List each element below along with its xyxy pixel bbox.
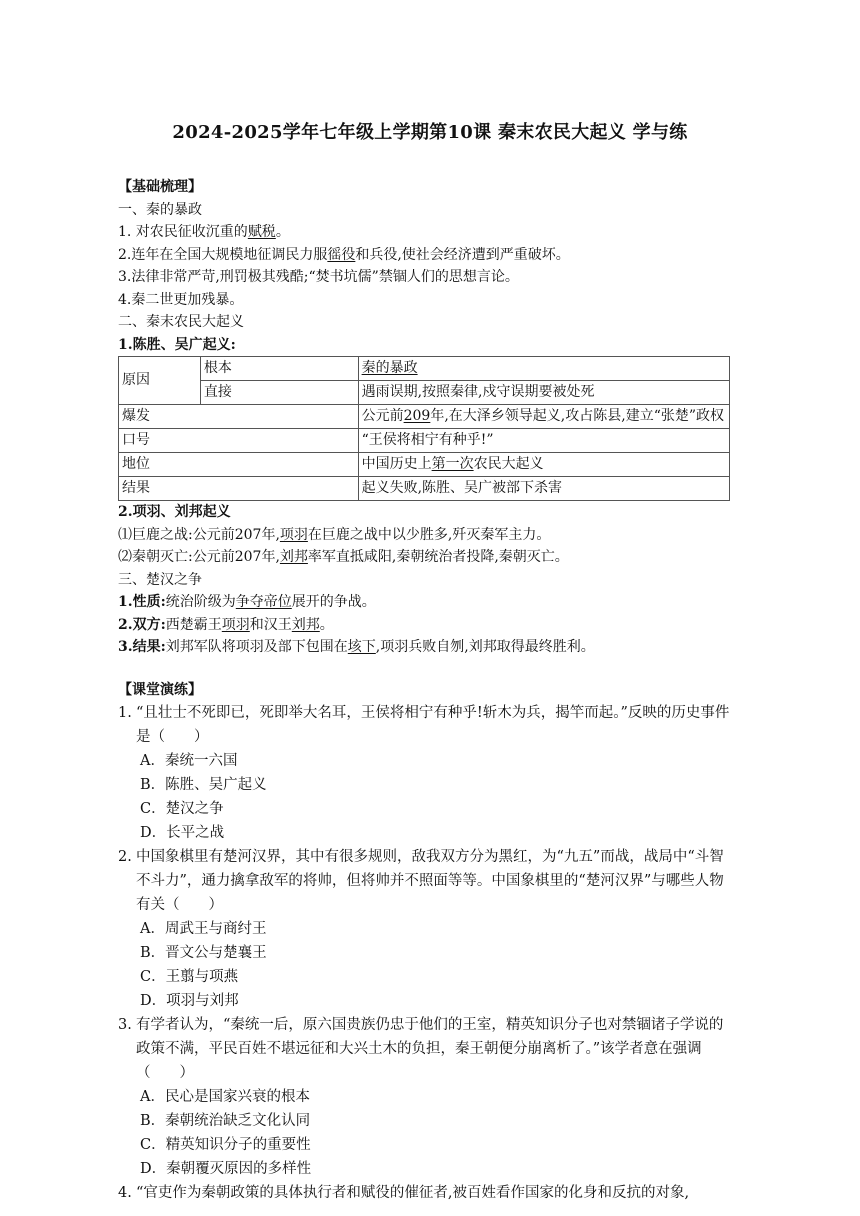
- table-row: [119, 477, 730, 501]
- option-d: D．项羽与刘邦: [140, 993, 239, 1009]
- option-c: C．楚汉之争: [140, 801, 224, 817]
- qin-fall-text: ⑵秦朝灭亡:公元前207年,刘邦率军直抵咸阳,秦朝统治者投降,秦朝灭亡。: [118, 549, 569, 565]
- option-d: D．秦朝覆灭原因的多样性: [140, 1161, 312, 1177]
- question-stem: “且壮士不死即已，死即举大名耳，王侯将相宁有种乎!斩木为兵，揭竿而起。”反映的历史事件是（ ）: [136, 705, 730, 745]
- question-4: [118, 1181, 733, 1205]
- table-row: [119, 357, 730, 381]
- julu-battle-text: ⑴巨鹿之战:公元前207年,项羽在巨鹿之战中以少胜多,歼灭秦军主力。: [118, 526, 551, 543]
- table-cell: 秦的暴政: [358, 357, 729, 381]
- heading-chu-han-contention: 三、楚汉之争: [118, 571, 202, 588]
- table-row: [119, 429, 730, 453]
- chu-han-sides: 2.双方:西楚霸王项羽和汉王刘邦。: [118, 616, 334, 633]
- table-row: [119, 381, 730, 405]
- table-cell: 口号: [119, 429, 359, 453]
- question-number: 3.: [118, 1017, 132, 1033]
- option-b: B．秦朝统治缺乏文化认同: [140, 1113, 311, 1129]
- question-number: 2.: [118, 849, 132, 865]
- option-a: A．周武王与商纣王: [140, 921, 267, 937]
- section-header-basics: 【基础梳理】: [118, 179, 202, 195]
- option-d: D．长平之战: [140, 825, 225, 841]
- question-3: [118, 1013, 733, 1181]
- option-c: C．王翦与项燕: [140, 969, 239, 985]
- table-cell: 遇雨误期,按照秦律,戍守误期要被处死: [358, 381, 729, 405]
- question-stem: “官吏作为秦朝政策的具体执行者和赋役的催征者,被百姓看作国家的化身和反抗的对象,: [136, 1185, 690, 1201]
- question-1: [118, 701, 733, 845]
- subheading-chensheng-wuguang: 1.陈胜、吴广起义:: [118, 336, 236, 353]
- question-stem: 有学者认为，“秦统一后，原六国贵族仍忠于他们的王室，精英知识分子也对禁锢诸子学说的政策不满，平民百姓不堪远征和大兴土木的负担，秦王朝便分崩离析了。”该学者意在强调（ ）: [136, 1017, 724, 1081]
- table-cell: 起义失败,陈胜、吴广被部下杀害: [358, 477, 729, 501]
- tyranny-point-4: 4.秦二世更加残暴。: [118, 291, 244, 308]
- option-a: A．民心是国家兴衰的根本: [140, 1089, 310, 1105]
- document-body: [118, 176, 733, 1205]
- tyranny-point-1: 1. 对农民征收沉重的赋税。: [118, 224, 290, 240]
- table-cell: 中国历史上第一次农民大起义: [358, 453, 729, 477]
- subheading-xiangyu-liubang: 2.项羽、刘邦起义: [118, 504, 231, 520]
- question-stem: 中国象棋里有楚河汉界，其中有很多规则，敌我双方分为黑红，为“九五”而战，战局中“斗智不斗力”，通力擒拿敌军的将帅，但将帅并不照面等等。中国象棋里的“楚河汉界”与哪些人物有关（ ）: [136, 849, 724, 913]
- option-b: B．晋文公与楚襄王: [140, 945, 267, 961]
- table-cell: 公元前209年,在大泽乡领导起义,攻占陈县,建立“张楚”政权: [358, 405, 729, 429]
- table-row: [119, 453, 730, 477]
- table-row: [119, 405, 730, 429]
- table-cell: 地位: [119, 453, 359, 477]
- option-a: A．秦统一六国: [140, 753, 238, 769]
- question-2: [118, 845, 733, 1013]
- tyranny-point-3: 3.法律非常严苛,刑罚极其残酷;“焚书坑儒”禁锢人们的思想言论。: [118, 269, 519, 285]
- uprising-table: [118, 356, 730, 501]
- chu-han-nature: 1.性质:统治阶级为争夺帝位展开的争战。: [118, 594, 376, 610]
- document-title: 2024-2025学年七年级上学期第10课 秦末农民大起义 学与练: [172, 122, 688, 143]
- question-number: 4.: [118, 1185, 132, 1201]
- table-cell: 根本: [200, 357, 358, 381]
- option-c: C．精英知识分子的重要性: [140, 1137, 311, 1153]
- option-b: B．陈胜、吴广起义: [140, 777, 267, 793]
- table-cell: 直接: [200, 381, 358, 405]
- table-cell: “王侯将相宁有种乎!”: [358, 429, 729, 453]
- table-cell: 结果: [119, 477, 359, 501]
- chu-han-result: 3.结果:刘邦军队将项羽及部下包围在垓下,项羽兵败自刎,刘邦取得最终胜利。: [118, 639, 595, 655]
- table-cell: 爆发: [119, 405, 359, 429]
- tyranny-point-2: 2.连年在全国大规模地征调民力服徭役和兵役,使社会经济遭到严重破坏。: [118, 246, 570, 263]
- question-number: 1.: [118, 705, 132, 721]
- heading-qin-tyranny: 一、秦的暴政: [118, 201, 202, 218]
- section-header-practice: 【课堂演练】: [118, 681, 202, 698]
- table-cell: 原因: [119, 357, 201, 405]
- heading-peasant-uprising: 二、秦末农民大起义: [118, 314, 244, 330]
